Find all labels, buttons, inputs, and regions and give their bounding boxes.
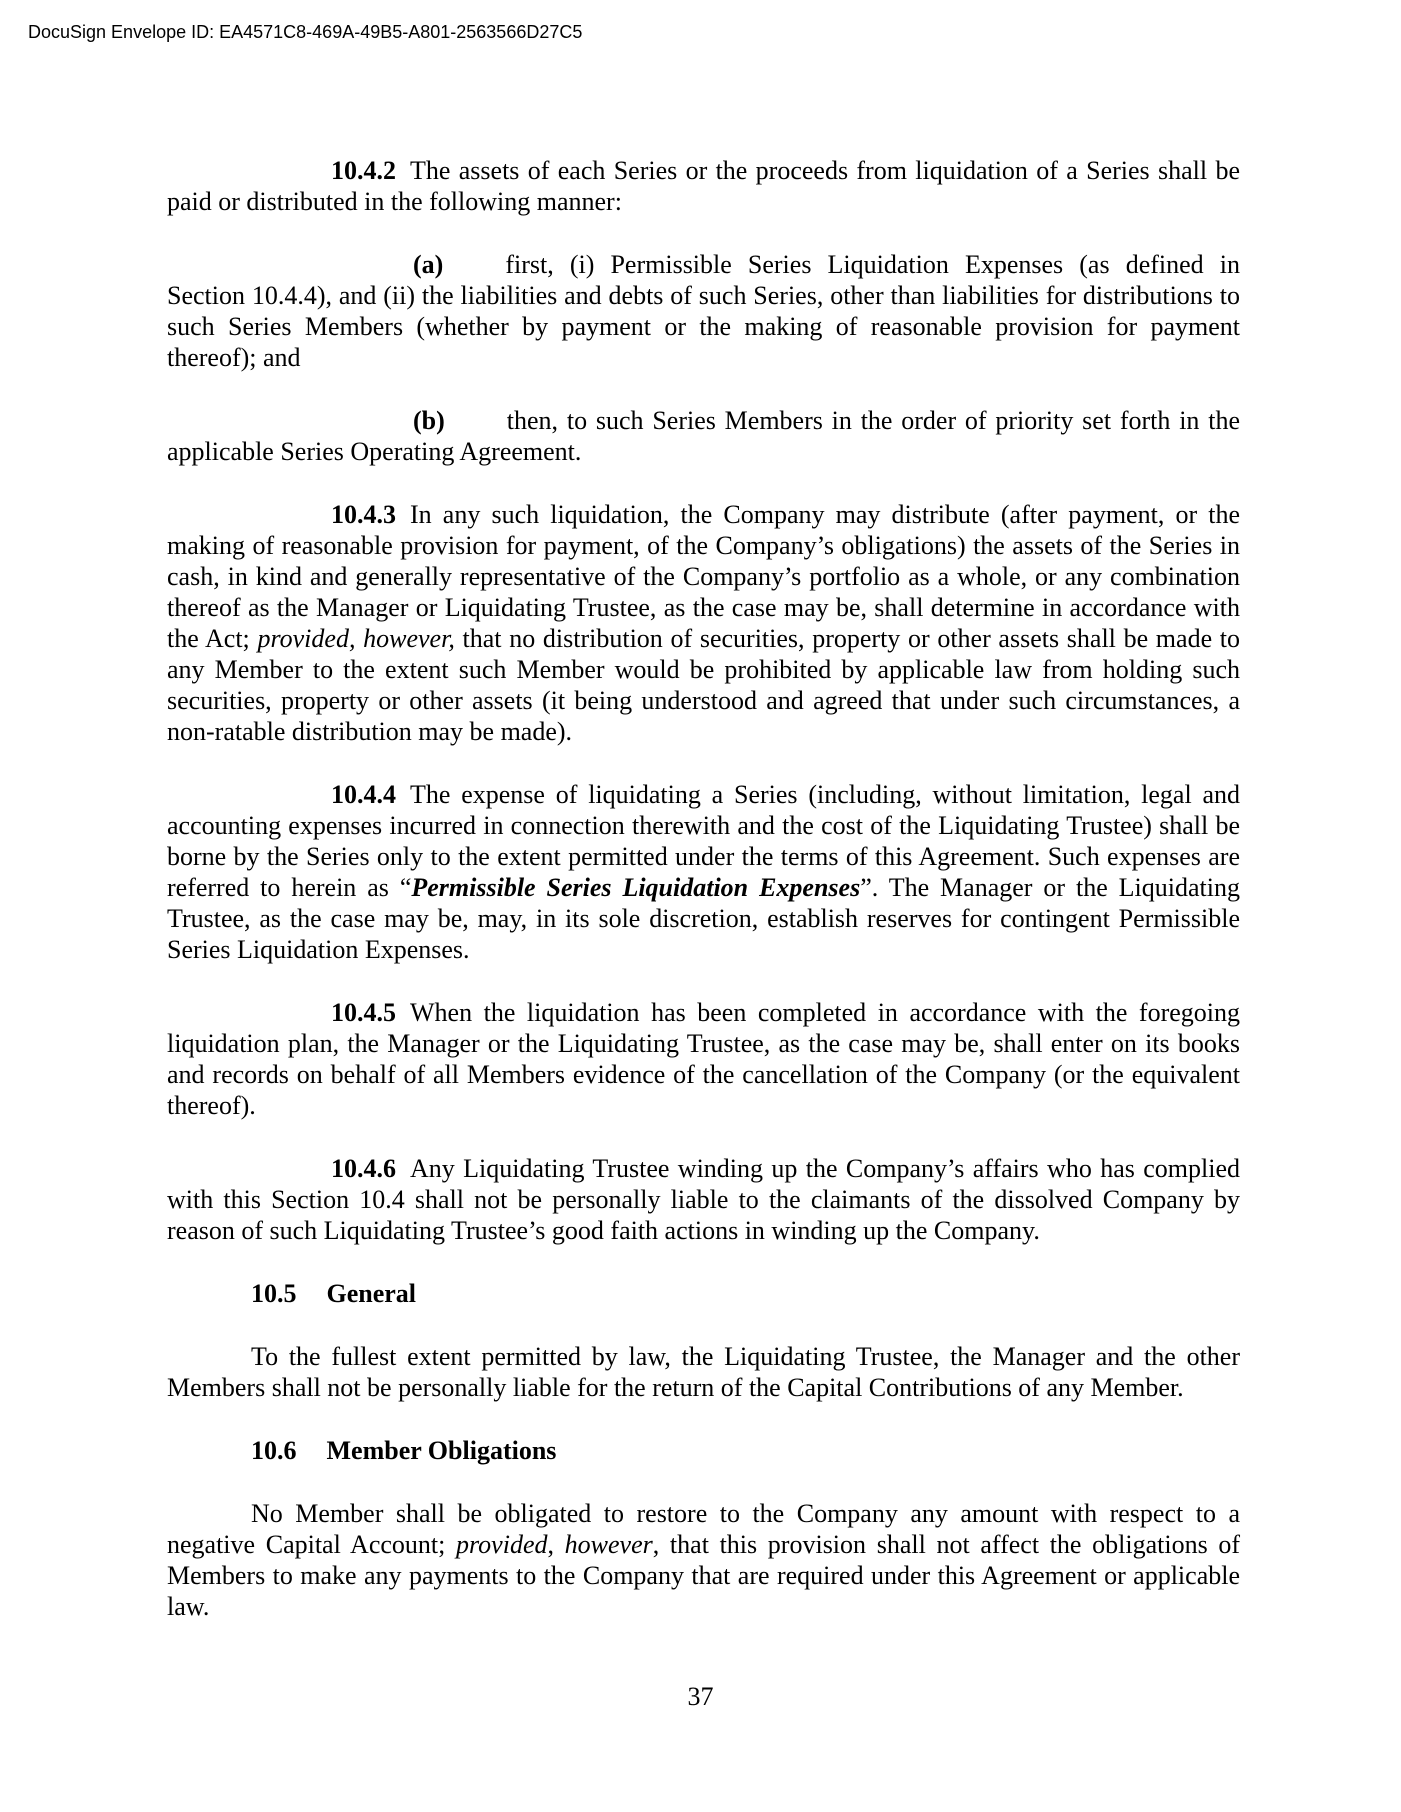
text-run: 10.4.6 bbox=[331, 1154, 396, 1183]
para-clause-a bbox=[167, 249, 1240, 373]
text-run: No Member shall be obligated to restore to the Company any amount with respect to a negative Capital Account; bbox=[167, 1499, 1240, 1559]
text-run: provided, however, bbox=[257, 624, 455, 653]
text-run: Any Liquidating Trustee winding up the Company’s affairs who has complied with this Section 10.4 shall not be personally liable to the claimants of the dissolved Company by reason of such Liquidating Trustee’s good faith actions in winding up the Company. bbox=[167, 1154, 1240, 1245]
text-run: The assets of each Series or the proceeds from liquidation of a Series shall be paid or distributed in the following manner: bbox=[167, 156, 1240, 216]
para-clause-b bbox=[167, 405, 1240, 467]
text-run: 10.4.5 bbox=[331, 998, 396, 1027]
text-run: When the liquidation has been completed in accordance with the foregoing liquidation plan, the Manager or the Liquidating Trustee, as the case may be, shall enter on its books and records on behalf of all Members evidence of the cancellation of the Company (or the equivalent thereof). bbox=[167, 998, 1240, 1120]
text-run: ”. The Manager or the Liquidating Trustee, as the case may be, may, in its sole discretion, establish reserves for contingent Permissible Series Liquidation Expenses. bbox=[167, 873, 1240, 964]
para-10-4-4 bbox=[167, 779, 1240, 965]
text-run: 10.4.3 bbox=[331, 500, 396, 529]
para-10-5-body bbox=[167, 1341, 1240, 1403]
text-run: (b) bbox=[413, 406, 445, 435]
text-run: Member Obligations bbox=[326, 1436, 557, 1465]
text-run: , that this provision shall not affect the obligations of Members to make any payments to the Company that are required under this Agreement or applicable law. bbox=[167, 1530, 1241, 1621]
text-run: General bbox=[326, 1279, 417, 1308]
text-run: however bbox=[564, 1530, 653, 1559]
text-run: 10.6 bbox=[251, 1436, 297, 1465]
heading-10-5 bbox=[167, 1278, 1240, 1309]
text-run: 10.4.4 bbox=[331, 780, 396, 809]
heading-10-6 bbox=[167, 1435, 1240, 1466]
text-run: then, to such Series Members in the order of priority set forth in the applicable Series Operating Agreement. bbox=[167, 406, 1240, 466]
text-run: , bbox=[547, 1530, 565, 1559]
page-number: 37 bbox=[687, 1682, 714, 1711]
docusign-envelope-id: DocuSign Envelope ID: EA4571C8-469A-49B5-A801-2563566D27C5 bbox=[28, 22, 583, 42]
text-run: Permissible Series Liquidation Expenses bbox=[411, 873, 861, 902]
para-10-6-body bbox=[167, 1498, 1240, 1622]
document-body bbox=[167, 155, 1240, 1654]
para-10-4-6 bbox=[167, 1153, 1240, 1246]
text-run: that no distribution of securities, property or other assets shall be made to any Member to the extent such Member would be prohibited by applicable law from holding such securities, property or other assets (it being understood and agreed that under such circumstances, a non-ratable distribution may be made). bbox=[167, 624, 1241, 746]
para-10-4-2 bbox=[167, 155, 1240, 217]
text-run: 10.5 bbox=[251, 1279, 297, 1308]
text-run: To the fullest extent permitted by law, the Liquidating Trustee, the Manager and the other Members shall not be personally liable for the return of the Capital Contributions of any Member. bbox=[167, 1342, 1240, 1402]
text-run: 10.4.2 bbox=[331, 156, 396, 185]
para-10-4-3 bbox=[167, 499, 1240, 747]
text-run: In any such liquidation, the Company may distribute (after payment, or the making of reasonable provision for payment, of the Company’s obligations) the assets of the Series in cash, in kind and generally representative of the Company’s portfolio as a whole, or any combination thereof as the Manager or Liquidating Trustee, as the case may be, shall determine in accordance with the Act; bbox=[167, 500, 1240, 653]
para-10-4-5 bbox=[167, 997, 1240, 1121]
text-run: provided bbox=[456, 1530, 548, 1559]
text-run: (a) bbox=[413, 250, 444, 279]
text-run: first, (i) Permissible Series Liquidation Expenses (as defined in Section 10.4.4), and (ii) the liabilities and debts of such Series, other than liabilities for distributions to such Series Members (whether by payment or the making of reasonable provision for payment thereof); and bbox=[167, 250, 1240, 372]
text-run: The expense of liquidating a Series (including, without limitation, legal and accounting expenses incurred in connection therewith and the cost of the Liquidating Trustee) shall be borne by the Series only to the extent permitted under the terms of this Agreement. Such expenses are referred to herein as “ bbox=[167, 780, 1240, 902]
